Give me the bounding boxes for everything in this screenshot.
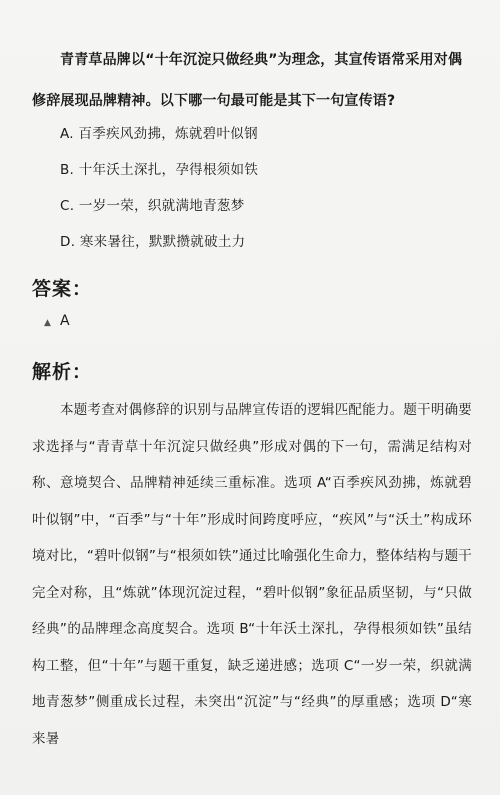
option-d: D. 寒来暑往，默默攒就破土力 — [60, 234, 246, 250]
option-c: C. 一岁一荣，织就满地青葱梦 — [60, 198, 245, 214]
question-stem: 青青草品牌以“十年沉淀只做经典”为理念，其宣传语常采用对偶修辞展现品牌精神。以下哪一句最可能是其下一句宣传语? — [32, 52, 463, 109]
option-a: A. 百季疾风劲拂，炼就碧叶似钢 — [60, 126, 258, 142]
option-b: B. 十年沃土深扎，孕得根须如铁 — [60, 162, 259, 178]
analysis-body: 本题考查对偶修辞的识别与品牌宣传语的逻辑匹配能力。题干明确要求选择与“青青草十年沉淀只做经典”形成对偶的下一句，需满足结构对称、意境契合、品牌精神延续三重标准。选项 A“百季疾风劲拂，炼就碧叶似钢”中，“百季”与“十年”形成时间跨度呼应，“疾风”与“沃土”构成环境对比，“碧叶似钢”与“根须如铁”通过比喻强化生命力，整体结构与题干完全对称，且“炼就”体现沉淀过程，“碧叶似钢”象征品质坚韧，与“只做经典”的品牌理念高度契合。选项 B“十年沃土深扎，孕得根须如铁”虽结构工整，但“十年”与题干重复，缺乏递进感；选项 C“一岁一荣，织就满地青葱梦”侧重成长过程，未突出“沉淀”与“经典”的厚重感；选项 D“寒来暑 — [32, 402, 472, 747]
answer-value: A — [60, 313, 70, 329]
answer-heading: 答案： — [32, 278, 93, 300]
bullet-icon: ▲ — [44, 318, 51, 328]
analysis-heading: 解析： — [32, 361, 93, 383]
